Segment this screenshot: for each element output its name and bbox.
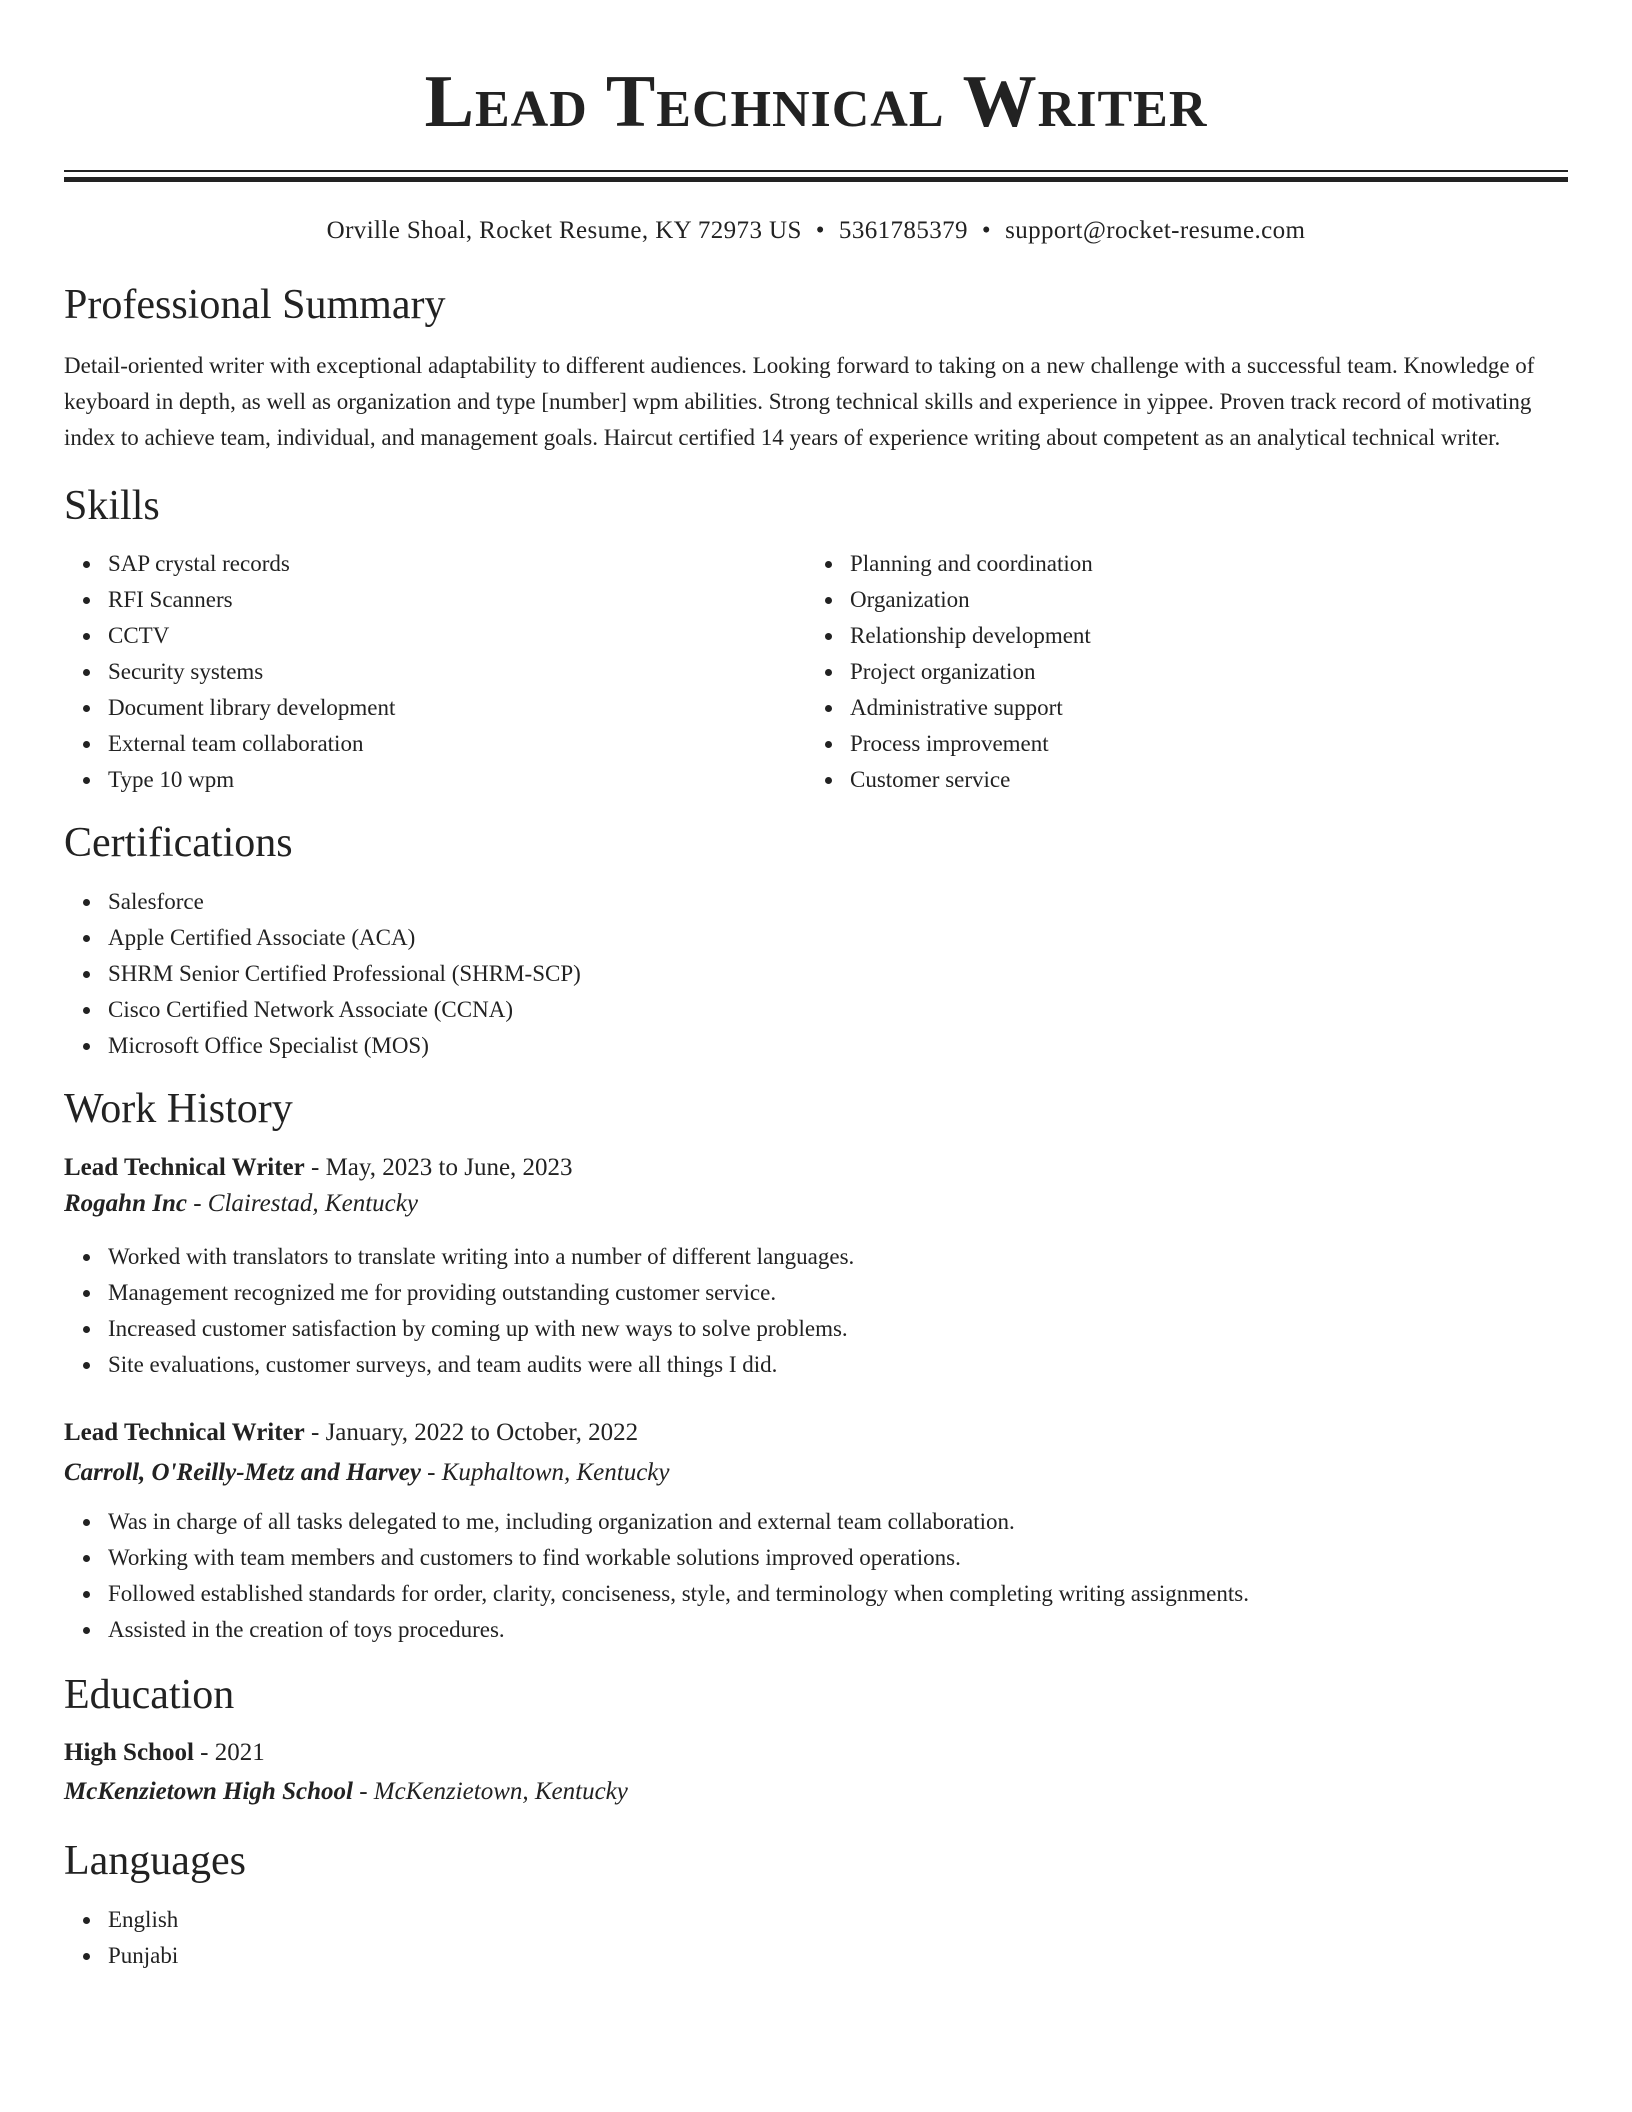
resume-title: Lead Technical Writer	[424, 61, 1208, 143]
education-section	[64, 1670, 1568, 1810]
education-school: McKenzietown High School	[64, 1778, 353, 1805]
job-entry	[64, 1150, 1568, 1383]
skills-list-left	[64, 546, 806, 798]
summary-heading: Professional Summary	[64, 282, 446, 328]
certification-item: Apple Certified Associate (ACA)	[108, 920, 1568, 956]
education-year: - 2021	[193, 1739, 265, 1766]
skill-item: Security systems	[108, 654, 806, 690]
languages-section	[64, 1836, 1568, 1974]
contact-separator: •	[815, 217, 825, 244]
job-title: Lead Technical Writer	[64, 1154, 305, 1181]
job-title-line	[64, 1150, 1568, 1186]
certification-item: SHRM Senior Certified Professional (SHRM-SCP)	[108, 956, 1568, 992]
job-duties-list	[64, 1239, 1568, 1383]
skill-item: Type 10 wpm	[108, 762, 806, 798]
skills-column-left	[64, 546, 806, 798]
language-item: Punjabi	[108, 1938, 1568, 1974]
skills-column-right	[806, 546, 1548, 798]
skill-item: Customer service	[850, 762, 1548, 798]
certification-item: Salesforce	[108, 884, 1568, 920]
education-heading: Education	[64, 1672, 235, 1718]
skill-item: Relationship development	[850, 618, 1548, 654]
job-duty: Followed established standards for order, clarity, conciseness, style, and terminology when completing writing assignments.	[108, 1576, 1568, 1612]
certifications-heading: Certifications	[64, 820, 293, 866]
certifications-section	[64, 818, 1568, 1064]
job-title: Lead Technical Writer	[64, 1419, 305, 1446]
skill-item: Process improvement	[850, 726, 1548, 762]
languages-list	[64, 1902, 1568, 1974]
skill-item: Administrative support	[850, 690, 1548, 726]
skills-list-right	[806, 546, 1548, 798]
summary-text: Detail-oriented writer with exceptional adaptability to different audiences. Looking forward to taking on a new challenge with a successful team. Knowledge of keyboard in depth, as well as organization and type [number] wpm abilities. Strong technical skills and experience in yippee. Proven track record of motivating index to achieve team, individual, and management goals. Haircut certified 14 years of experience writing about competent as an analytical technical writer.	[64, 353, 1535, 450]
skills-heading: Skills	[64, 483, 160, 529]
job-entry	[64, 1415, 1568, 1648]
job-location: - Clairestad, Kentucky	[186, 1190, 418, 1217]
certifications-list	[64, 884, 1568, 1064]
skill-item: Document library development	[108, 690, 806, 726]
education-school-line	[64, 1774, 1568, 1810]
skill-item: RFI Scanners	[108, 582, 806, 618]
skill-item: SAP crystal records	[108, 546, 806, 582]
education-location: - McKenzietown, Kentucky	[352, 1778, 628, 1805]
title-divider-thin	[64, 170, 1568, 172]
job-duty: Increased customer satisfaction by coming up with new ways to solve problems.	[108, 1311, 1568, 1347]
contact-line	[64, 216, 1568, 246]
skills-grid	[64, 546, 1568, 798]
job-duty: Site evaluations, customer surveys, and team audits were all things I did.	[108, 1347, 1568, 1383]
job-company-line	[64, 1455, 1568, 1491]
skills-section	[64, 481, 1568, 798]
contact-phone: 5361785379	[838, 217, 968, 244]
job-dates: - January, 2022 to October, 2022	[304, 1419, 639, 1446]
title-divider-thick	[64, 177, 1568, 182]
language-item: English	[108, 1902, 1568, 1938]
job-duty: Management recognized me for providing outstanding customer service.	[108, 1275, 1568, 1311]
job-duty: Working with team members and customers to find workable solutions improved operations.	[108, 1540, 1568, 1576]
job-location: - Kuphaltown, Kentucky	[420, 1459, 670, 1486]
job-duty: Worked with translators to translate writing into a number of different languages.	[108, 1239, 1568, 1275]
job-company-line	[64, 1186, 1568, 1222]
contact-address: Orville Shoal, Rocket Resume, KY 72973 US	[326, 217, 802, 244]
job-company: Carroll, O'Reilly-Metz and Harvey	[64, 1459, 421, 1486]
job-duties-list	[64, 1504, 1568, 1648]
skill-item: External team collaboration	[108, 726, 806, 762]
summary-section	[64, 280, 1568, 456]
certification-item: Cisco Certified Network Associate (CCNA)	[108, 992, 1568, 1028]
job-company: Rogahn Inc	[64, 1190, 187, 1217]
skill-item: Project organization	[850, 654, 1548, 690]
education-degree-line	[64, 1735, 1568, 1771]
skill-item: Organization	[850, 582, 1548, 618]
contact-separator: •	[981, 217, 992, 244]
job-duty: Was in charge of all tasks delegated to me, including organization and external team collaboration.	[108, 1504, 1568, 1540]
work-history-heading: Work History	[64, 1086, 293, 1132]
job-duty: Assisted in the creation of toys procedures.	[108, 1612, 1568, 1648]
languages-heading: Languages	[64, 1838, 246, 1884]
job-dates: - May, 2023 to June, 2023	[304, 1154, 573, 1181]
contact-email: support@rocket-resume.com	[1005, 217, 1306, 244]
work-history-section	[64, 1084, 1568, 1648]
skill-item: CCTV	[108, 618, 806, 654]
education-degree: High School	[64, 1739, 194, 1766]
certification-item: Microsoft Office Specialist (MOS)	[108, 1028, 1568, 1064]
job-title-line	[64, 1415, 1568, 1451]
skill-item: Planning and coordination	[850, 546, 1548, 582]
